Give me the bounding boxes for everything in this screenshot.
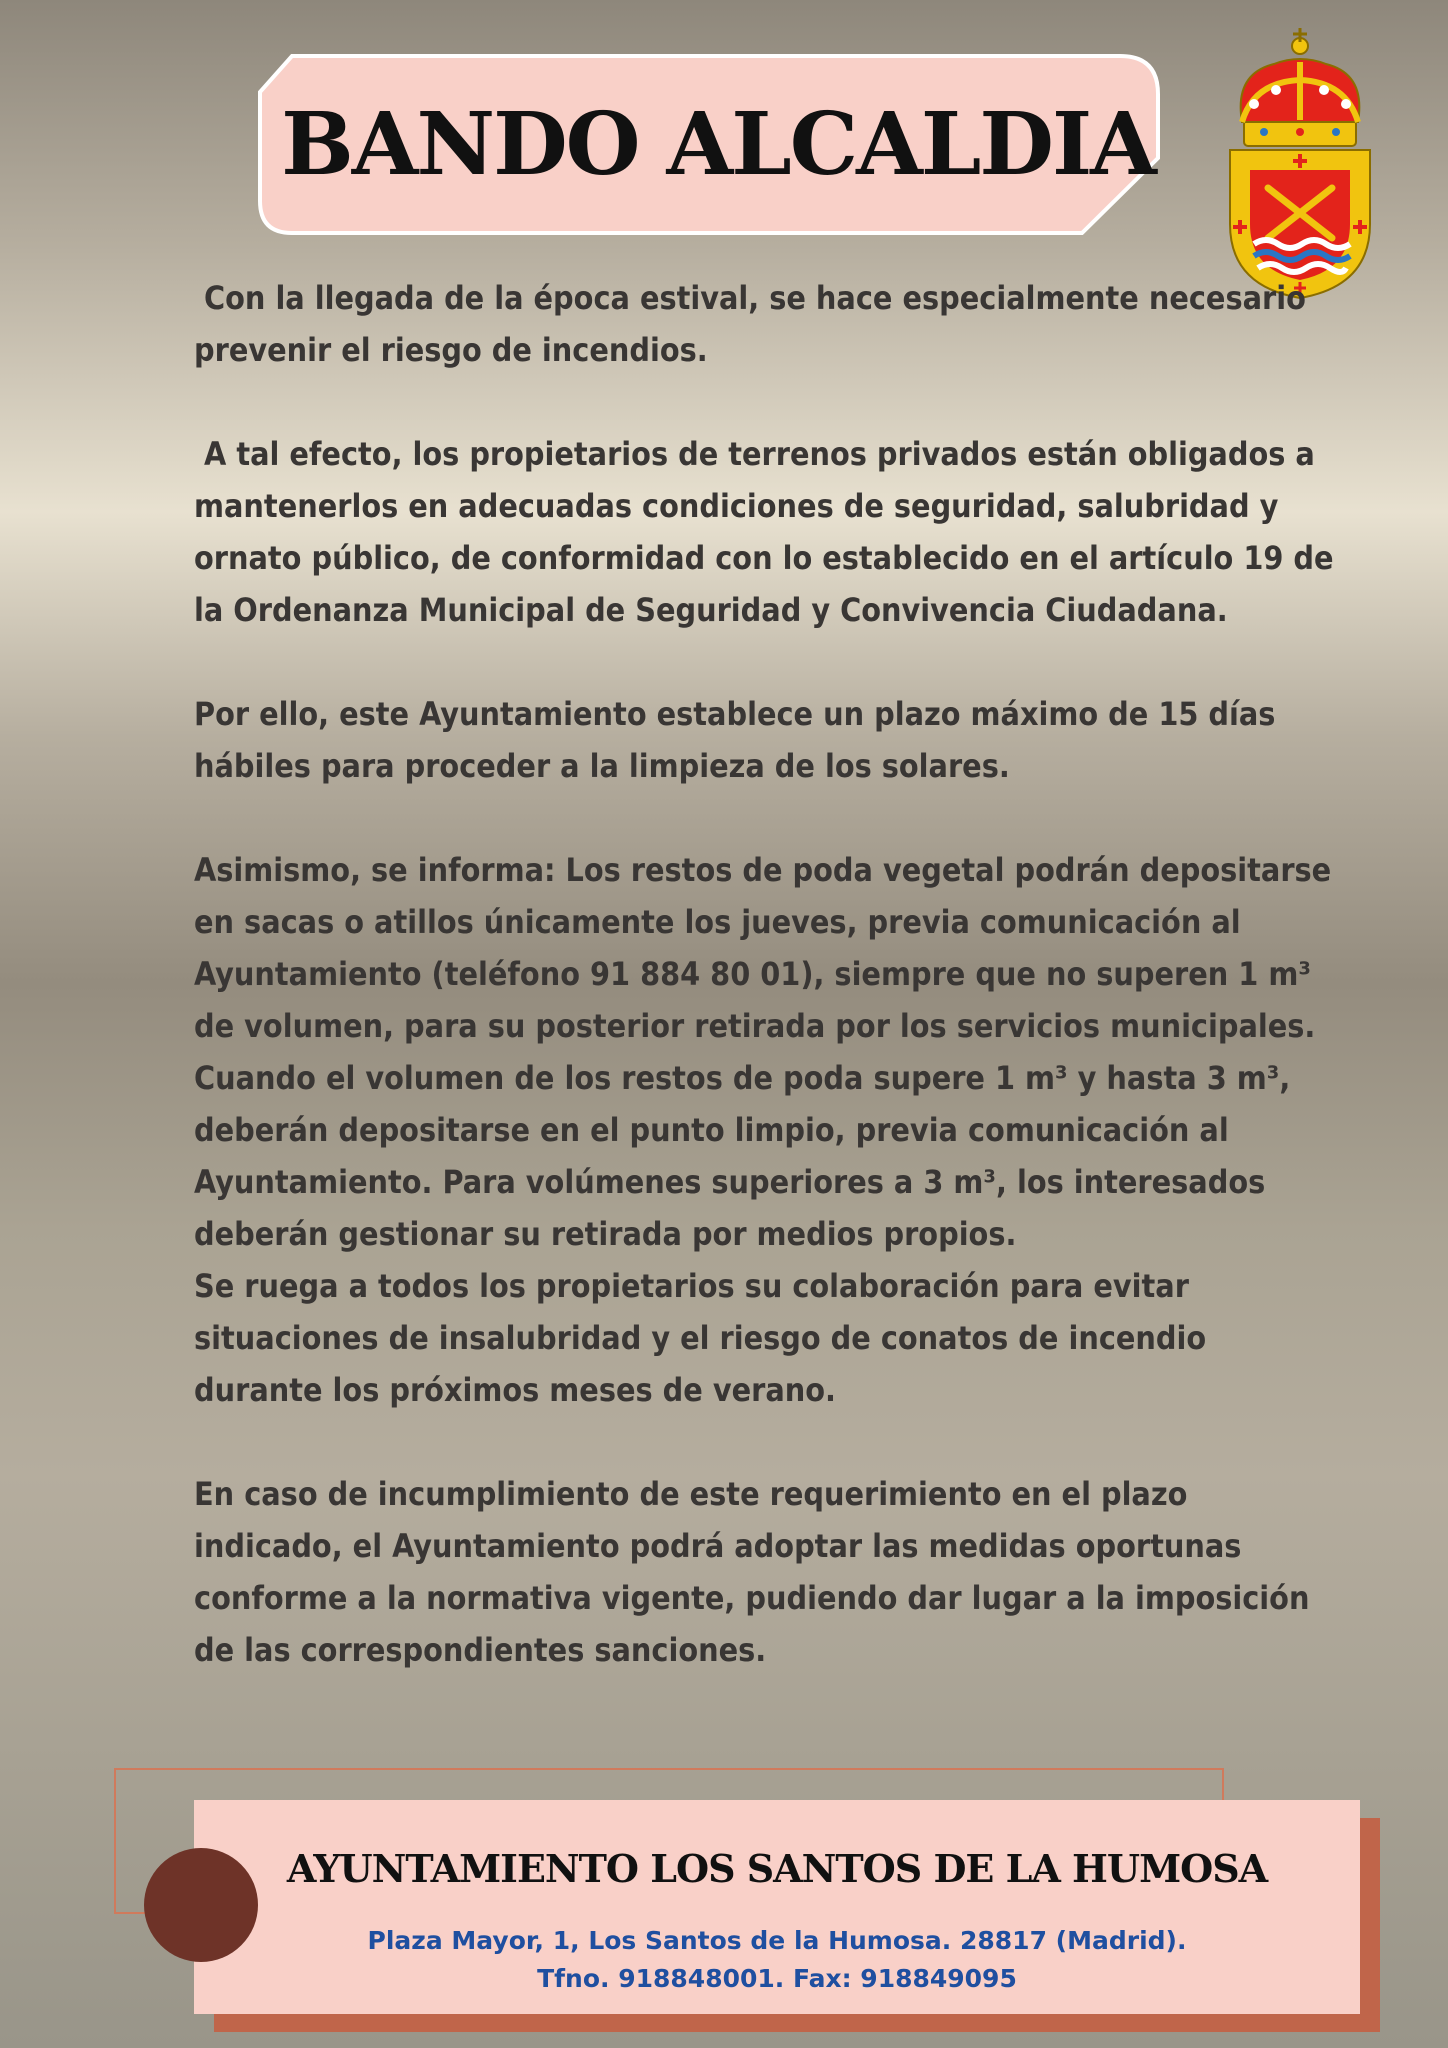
footer-contact [194,1922,1360,1998]
paragraph-obligations: A tal efecto, los propietarios de terrenos privados están obligados a mantenerlos en adecuadas condiciones de seguridad, salubridad y ornato público, de conformidad con lo establecido en el artículo 19 de la Ordenanza Municipal de Seguridad y Convivencia Ciudadana. [194,435,1344,629]
paragraph-intro: Con la llegada de la época estival, se hace especialmente necesario prevenir el riesgo de incendios. [194,279,1316,369]
paragraph-sanctions: En caso de incumplimiento de este requerimiento en el plazo indicado, el Ayuntamiento podrá adoptar las medidas oportunas conforme a la normativa vigente, pudiendo dar lugar a la imposición de las correspondientes sanciones. [194,1475,1320,1669]
footer-organization-name: AYUNTAMIENTO LOS SANTOS DE LA HUMOSA [286,1846,1268,1891]
footer-phone-fax-line: Tfno. 918848001. Fax: 918849095 [537,1964,1017,1993]
paragraph-deadline: Por ello, este Ayuntamiento establece un plazo máximo de 15 días hábiles para proceder a la limpieza de los solares. [194,695,1286,785]
title-banner [258,54,1160,235]
footer-address-line: Plaza Mayor, 1, Los Santos de la Humosa. 28817 (Madrid). [367,1926,1187,1955]
paragraph-collaboration: Se ruega a todos los propietarios su colaboración para evitar situaciones de insalubridad y el riesgo de conatos de incendio durante los próximos meses de verano. [194,1267,1217,1409]
page-title: BANDO ALCALDIA [281,94,1155,195]
paragraph-clean-point: Cuando el volumen de los restos de poda supere 1 m³ y hasta 3 m³, deberán depositarse en el punto limpio, previa comunicación al Ayuntamiento. Para volúmenes superiores a 3 m³, los interesados deberán gestionar su retirada por medios propios. [194,1059,1301,1253]
notice-body [194,272,1344,1676]
paragraph-pruning-info: Asimismo, se informa: Los restos de poda vegetal podrán depositarse en sacas o atillos únicamente los jueves, previa comunicación al Ayuntamiento (teléfono 91 884 80 01), siempre que no superen 1 m³ de volumen, para su posterior retirada por los servicios municipales. [194,851,1342,1045]
coat-of-arms-icon [1224,24,1376,300]
